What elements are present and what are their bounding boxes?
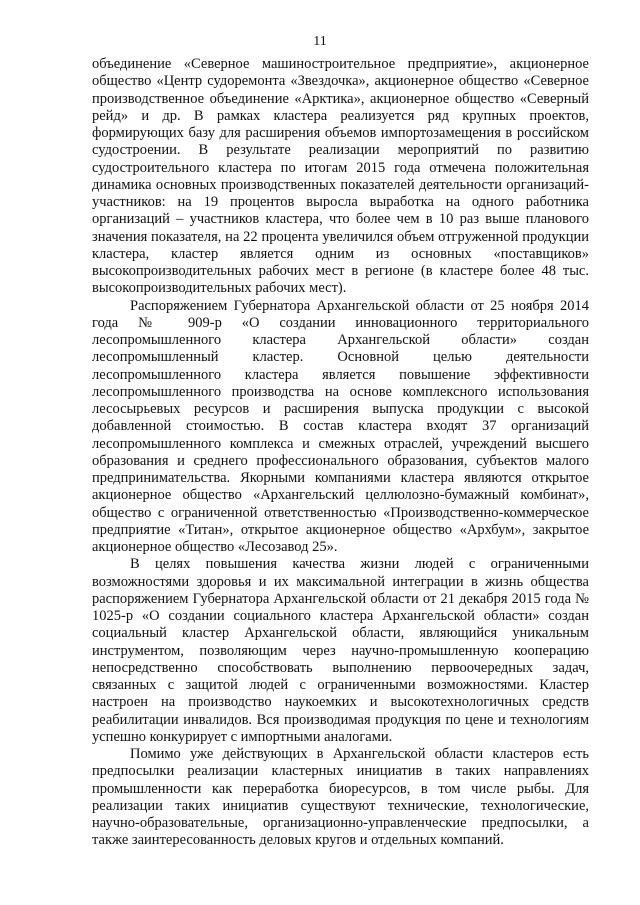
body-text xyxy=(92,56,589,850)
paragraph-social-cluster: В целях повышения качества жизни людей с ограниченными возможностями здоровья и их максимальной интеграции в жизнь общества распоряжением Губернатора Архангельской области от 21 декабря 2015 года № 1025-р «О создании социального кластера Архангельской области» создан социальный кластер Архангельской области, являющийся уникальным инструментом, позволяющим через научно-промышленную кооперацию непосредственно способствовать выполнению первоочередных задач, связанных с защитой людей с ограниченными возможностями. Кластер настроен на производство наукоемких и высокотехнологичных средств реабилитации инвалидов. Вся производимая продукция по цене и технологиям успешно конкурирует с импортными аналогами. xyxy=(92,556,589,745)
paragraph-timber-cluster: Распоряжением Губернатора Архангельской области от 25 ноября 2014 года № 909-р «О создании инновационного территориального лесопромышленного кластера Архангельской области» создан лесопромышленный кластер. Основной целью деятельности лесопромышленного кластера является повышение эффективности лесопромышленного производства на основе комплексного использования лесосырьевых ресурсов и расширения выпуска продукции с высокой добавленной стоимостью. В состав кластера входят 37 организаций лесопромышленного комплекса и смежных отраслей, учреждений высшего образования и среднего профессионального образования, субъектов малого предпринимательства. Якорными компаниями кластера являются открытое акционерное общество «Архангельский целлюлозно-бумажный комбинат», общество с ограниченной ответственностью «Производственно-коммерческое предприятие «Титан», открытое акционерное общество «Архбум», закрытое акционерное общество «Лесозавод 25». xyxy=(92,297,589,555)
paragraph-shipbuilding-cluster: объединение «Северное машиностроительное предприятие», акционерное общество «Центр судоремонта «Звездочка», акционерное общество «Северное производственное объединение «Арктика», акционерное общество «Северный рейд» и др. В рамках кластера реализуется ряд крупных проектов, формирующих базу для расширения объемов импортозамещения в российском судостроении. В результате реализации мероприятий по развитию судостроительного кластера по итогам 2015 года отмечена положительная динамика основных производственных показателей деятельности организаций-участников: на 19 процентов выросла выработка на одного работника организаций – участников кластера, что более чем в 10 раз выше планового значения показателя, на 22 процента увеличился объем отгруженной продукции кластера, кластер является одним из основных «поставщиков» высокопроизводительных рабочих мест в регионе (в кластере более 48 тыс. высокопроизводительных рабочих мест). xyxy=(92,56,589,297)
page-number: 11 xyxy=(313,34,327,49)
paragraph-future-clusters: Помимо уже действующих в Архангельской области кластеров есть предпосылки реализации кластерных инициатив в таких направлениях промышленности как переработка биоресурсов, в том числе рыбы. Для реализации таких инициатив существуют технические, технологические, научно-образовательные, организационно-управленческие предпосылки, а также заинтересованность деловых кругов и отдельных компаний. xyxy=(92,746,589,849)
